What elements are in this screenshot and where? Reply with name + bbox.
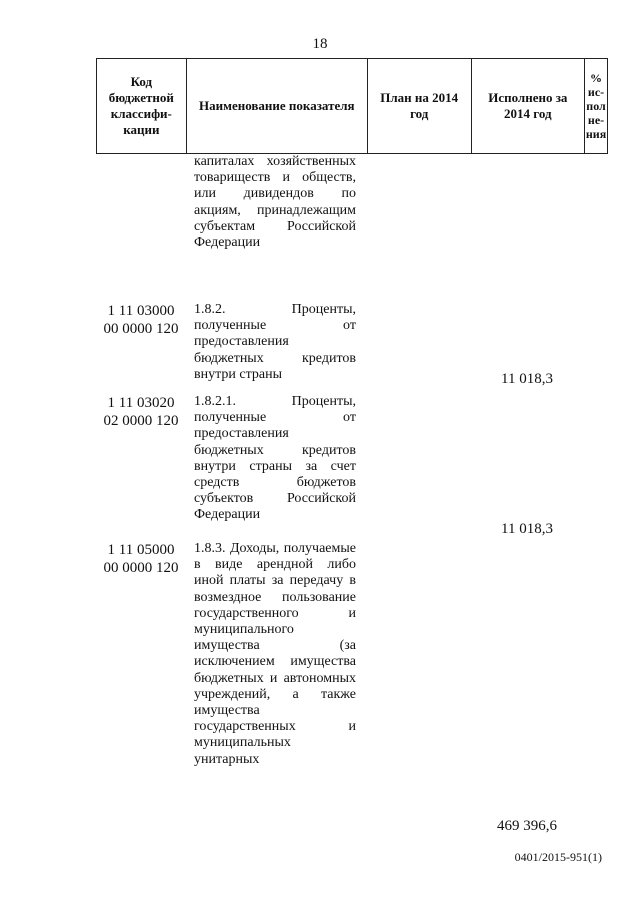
table-header <box>96 58 608 154</box>
document-code: 0401/2015-951(1) <box>514 850 602 864</box>
header-code: Код бюджетной классифи- кации <box>97 59 187 153</box>
row-code: 1 11 05000 00 0000 120 <box>103 542 179 576</box>
row-code: 1 11 03000 00 0000 120 <box>103 303 179 337</box>
row-executed: 469 396,6 <box>497 818 557 834</box>
header-executed: Исполнено за 2014 год <box>472 59 586 153</box>
page-number: 18 <box>312 36 328 52</box>
header-plan: План на 2014 год <box>368 59 472 153</box>
row-name: 1.8.2.1. Проценты, полученные от предоставления бюджетных кредитов внутри страны за счет средств бюджетов субъектов Российской Федерации <box>194 394 356 523</box>
row-name: капиталах хозяйственных товариществ и обществ, или дивидендов по акциям, принадлежащим субъектам Российской Федерации <box>194 154 356 251</box>
row-executed: 11 018,3 <box>501 521 553 537</box>
row-name: 1.8.2. Проценты, полученные от предоставления бюджетных кредитов внутри страны <box>194 302 356 382</box>
row-code: 1 11 03020 02 0000 120 <box>103 395 179 429</box>
header-name: Наименование показателя <box>187 59 368 153</box>
row-name: 1.8.3. Доходы, получаемые в виде арендной либо иной платы за передачу в возмездное пользование государственного и муниципального имущества (за исключением имущества бюджетных и автономных учреждений, а также имущества государственных и муниципальных унитарных <box>194 541 356 767</box>
header-percent: % ис- пол не- ния <box>585 71 607 141</box>
row-executed: 11 018,3 <box>501 371 553 387</box>
